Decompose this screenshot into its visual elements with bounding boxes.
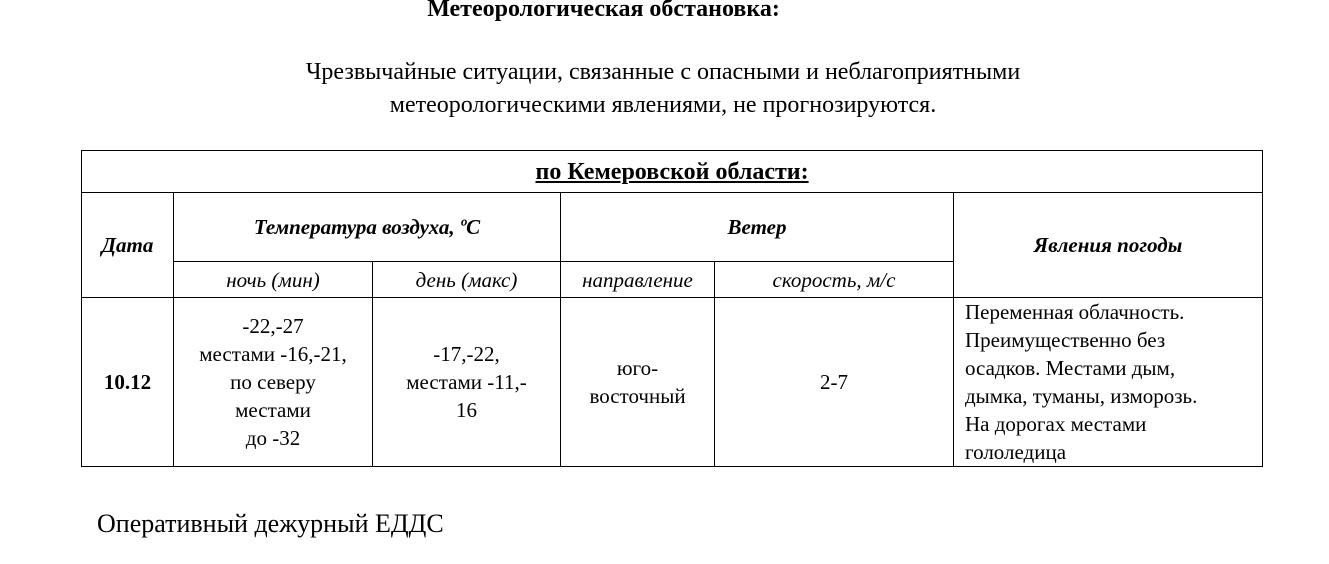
cell-phenomena-line: гололедица bbox=[965, 440, 1067, 464]
cell-night-line: -22,-27 bbox=[242, 314, 304, 338]
header-night: ночь (мин) bbox=[174, 262, 373, 298]
header-day: день (макс) bbox=[373, 262, 561, 298]
cell-direction-line: восточный bbox=[589, 384, 686, 408]
cell-day bbox=[373, 298, 561, 467]
cell-phenomena-line: Переменная облачность. bbox=[965, 300, 1185, 324]
region-title: по Кемеровской области: bbox=[82, 151, 1263, 193]
cell-phenomena-line: Преимущественно без bbox=[965, 328, 1166, 352]
cell-night-line: местами bbox=[235, 398, 311, 422]
page-heading bbox=[0, 0, 1329, 24]
cell-date: 10.12 bbox=[82, 298, 174, 467]
intro-line-2: метеорологическими явлениями, не прогнозируются. bbox=[389, 92, 937, 118]
cell-direction bbox=[561, 298, 715, 467]
page-heading-text: Метеорологическая обстановка: bbox=[427, 0, 780, 22]
cell-phenomena-line: На дорогах местами bbox=[965, 412, 1147, 436]
header-wind: Ветер bbox=[561, 193, 954, 262]
cell-night-line: местами -16,-21, bbox=[199, 342, 347, 366]
cell-night bbox=[174, 298, 373, 467]
intro-paragraph bbox=[0, 56, 1326, 122]
header-temperature: Температура воздуха, ºС bbox=[174, 193, 561, 262]
table-row bbox=[82, 298, 1263, 467]
header-row-1 bbox=[82, 193, 1263, 262]
header-speed: скорость, м/с bbox=[715, 262, 954, 298]
cell-speed: 2-7 bbox=[715, 298, 954, 467]
cell-day-line: -17,-22, bbox=[433, 342, 500, 366]
cell-night-line: до -32 bbox=[245, 426, 301, 450]
header-date: Дата bbox=[82, 193, 174, 298]
cell-night-line: по северу bbox=[230, 370, 316, 394]
intro-line-1: Чрезвычайные ситуации, связанные с опасными и неблагоприятными bbox=[305, 59, 1021, 85]
cell-phenomena-line: дымка, туманы, изморозь. bbox=[965, 384, 1198, 408]
cell-day-line: местами -11,- bbox=[406, 370, 527, 394]
cell-day-line: 16 bbox=[456, 398, 477, 422]
cell-phenomena bbox=[954, 298, 1263, 467]
cell-phenomena-line: осадков. Местами дым, bbox=[965, 356, 1176, 380]
footer-signature: Оперативный дежурный ЕДДС bbox=[97, 509, 444, 538]
forecast-table bbox=[81, 150, 1263, 467]
region-row bbox=[82, 151, 1263, 193]
header-phenomena: Явления погоды bbox=[954, 193, 1263, 298]
cell-direction-line: юго- bbox=[616, 356, 659, 380]
header-direction: направление bbox=[561, 262, 715, 298]
